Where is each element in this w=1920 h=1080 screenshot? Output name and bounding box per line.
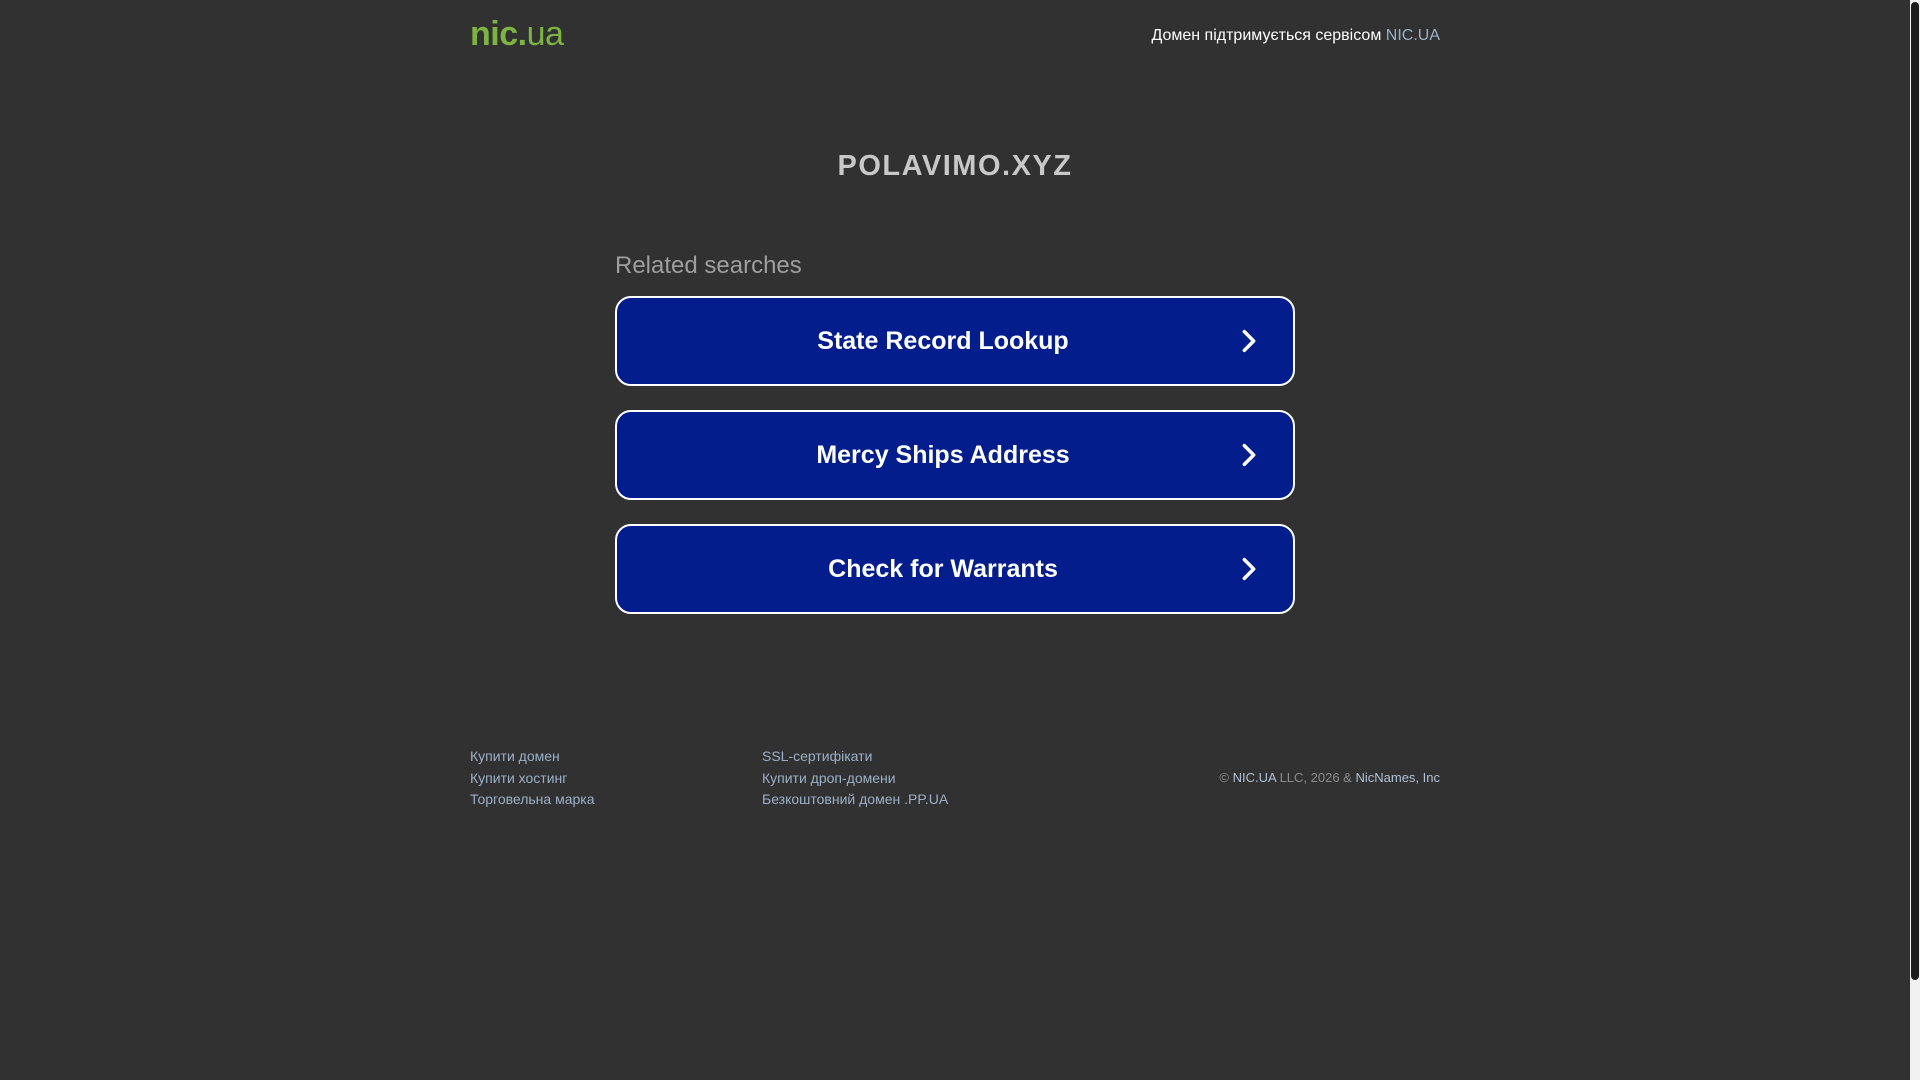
related-search-button[interactable] xyxy=(615,524,1295,614)
footer xyxy=(470,746,1440,816)
chevron-right-icon xyxy=(1235,327,1263,355)
related-search-button[interactable] xyxy=(615,410,1295,500)
footer-links-col-2 xyxy=(762,746,948,811)
related-search-label: Mercy Ships Address xyxy=(816,441,1070,469)
header-note-brand-link[interactable]: NIC.UA xyxy=(1385,27,1440,44)
copyright-mid: LLC, 2026 & xyxy=(1275,770,1356,785)
related-search-label: Check for Warrants xyxy=(828,555,1058,583)
footer-link-free-domain[interactable]: Безкоштовний домен .PP.UA xyxy=(762,791,949,807)
logo-main: nic xyxy=(470,15,518,53)
copyright-brand-link[interactable]: NIC.UA xyxy=(1232,770,1276,785)
related-searches-heading: Related searches xyxy=(615,252,802,279)
nic-ua-logo[interactable] xyxy=(470,14,563,54)
logo-tld: ua xyxy=(526,15,564,53)
footer-link-buy-domain[interactable]: Купити домен xyxy=(470,748,560,764)
footer-link-buy-hosting[interactable]: Купити хостинг xyxy=(470,769,568,786)
copyright-partner-link[interactable]: NicNames, Inc xyxy=(1355,770,1440,785)
vertical-scrollbar[interactable] xyxy=(1910,0,1920,1080)
footer-link-trademark[interactable]: Торговельна марка xyxy=(470,791,595,807)
header-note-text: Домен підтримується сервісом xyxy=(1151,27,1386,44)
related-search-button[interactable] xyxy=(615,296,1295,386)
footer-link-ssl[interactable]: SSL-сертифікати xyxy=(762,748,873,764)
footer-link-drop-domains[interactable]: Купити дроп-домени xyxy=(762,769,896,786)
chevron-right-icon xyxy=(1235,441,1263,469)
logo-dot: . xyxy=(517,15,527,53)
scrollbar-thumb[interactable] xyxy=(1911,2,1919,980)
header xyxy=(470,14,1440,58)
domain-title: POLAVIMO.XYZ xyxy=(837,150,1073,182)
related-searches xyxy=(615,250,1295,638)
related-search-label: State Record Lookup xyxy=(817,327,1069,355)
copyright-prefix: © xyxy=(1219,770,1233,785)
header-note xyxy=(1151,26,1440,46)
copyright xyxy=(1219,767,1440,789)
chevron-right-icon xyxy=(1235,555,1263,583)
footer-links-col-1 xyxy=(470,746,595,811)
